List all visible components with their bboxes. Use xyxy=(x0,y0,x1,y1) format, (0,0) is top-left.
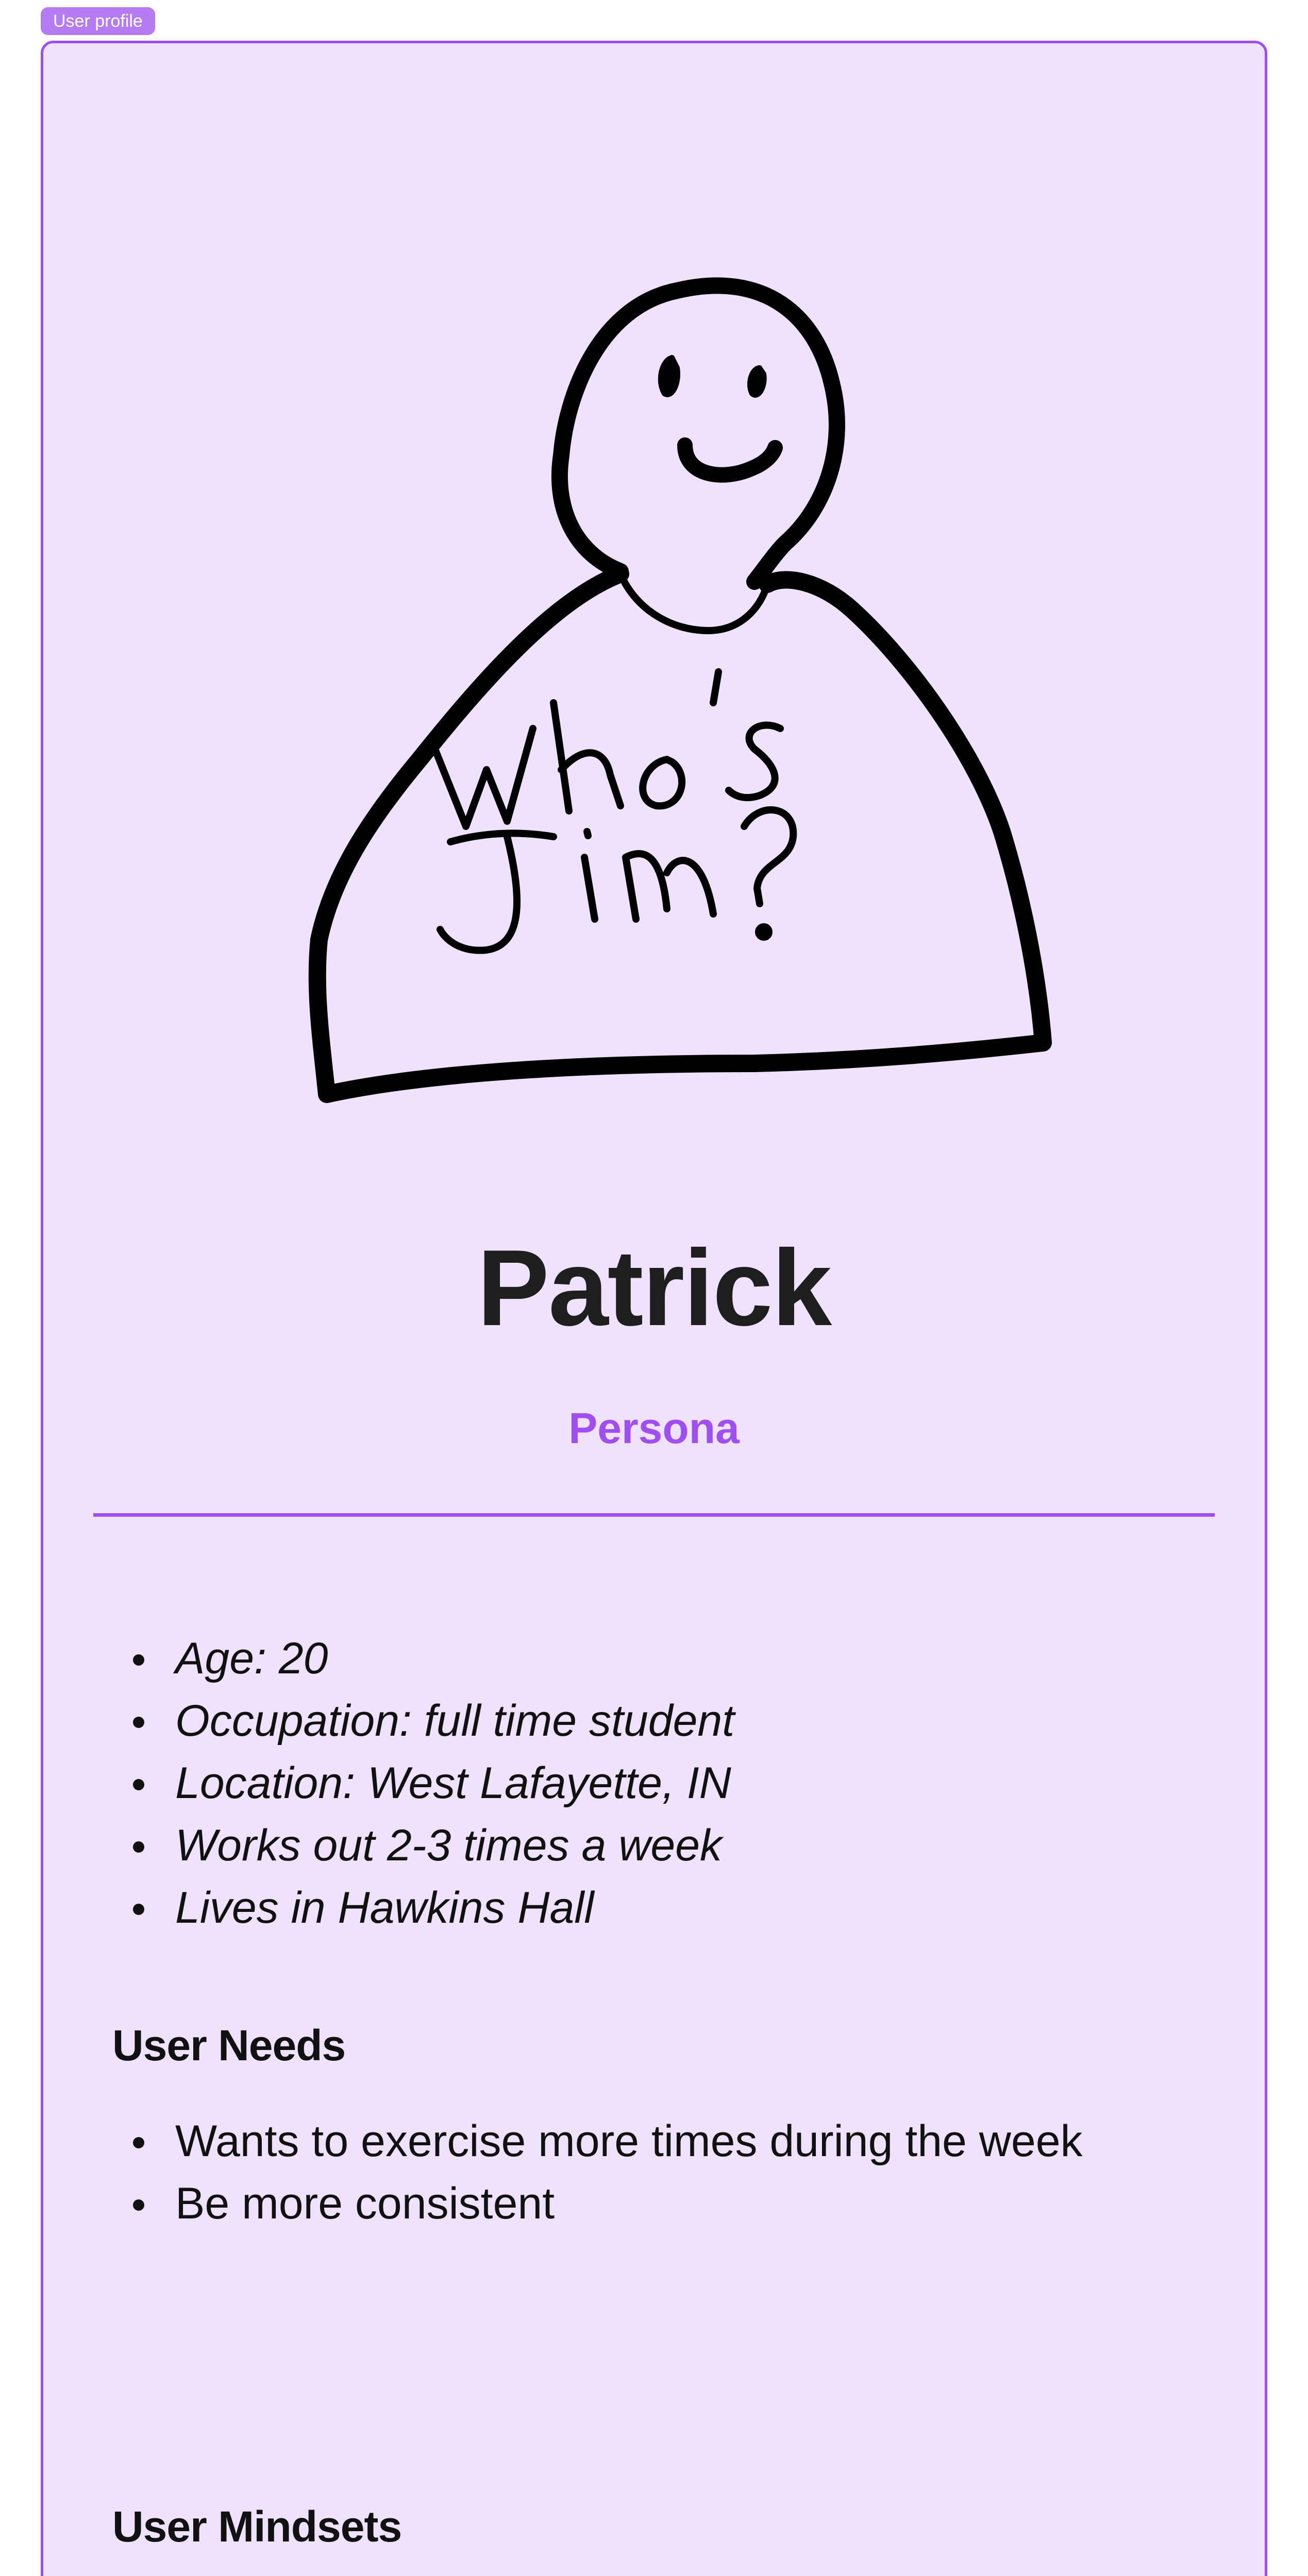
persona-facts-list xyxy=(112,1628,1220,1939)
list-item: Age: 20 xyxy=(112,1628,1220,1690)
list-item: Works out 2-3 times a week xyxy=(112,1815,1220,1877)
persona-subtitle: Persona xyxy=(568,1404,740,1452)
list-item: Location: West Lafayette, IN xyxy=(112,1752,1220,1815)
user-needs-heading: User Needs xyxy=(112,2021,346,2070)
persona-avatar-drawing xyxy=(265,239,1100,1156)
list-item: Occupation: full time student xyxy=(112,1690,1220,1752)
user-mindsets-heading: User Mindsets xyxy=(112,2502,402,2551)
list-item: Wants to exercise more times during the week xyxy=(112,2110,1220,2173)
user-needs-list xyxy=(112,2110,1220,2235)
list-item: Lives in Hawkins Hall xyxy=(112,1877,1220,1939)
avatar-sketch xyxy=(265,239,1100,1156)
section-divider xyxy=(93,1513,1215,1517)
persona-card xyxy=(41,41,1267,2576)
list-item: Be more consistent xyxy=(112,2173,1220,2235)
persona-name: Patrick xyxy=(477,1227,831,1348)
frame-label: User profile xyxy=(41,7,155,35)
